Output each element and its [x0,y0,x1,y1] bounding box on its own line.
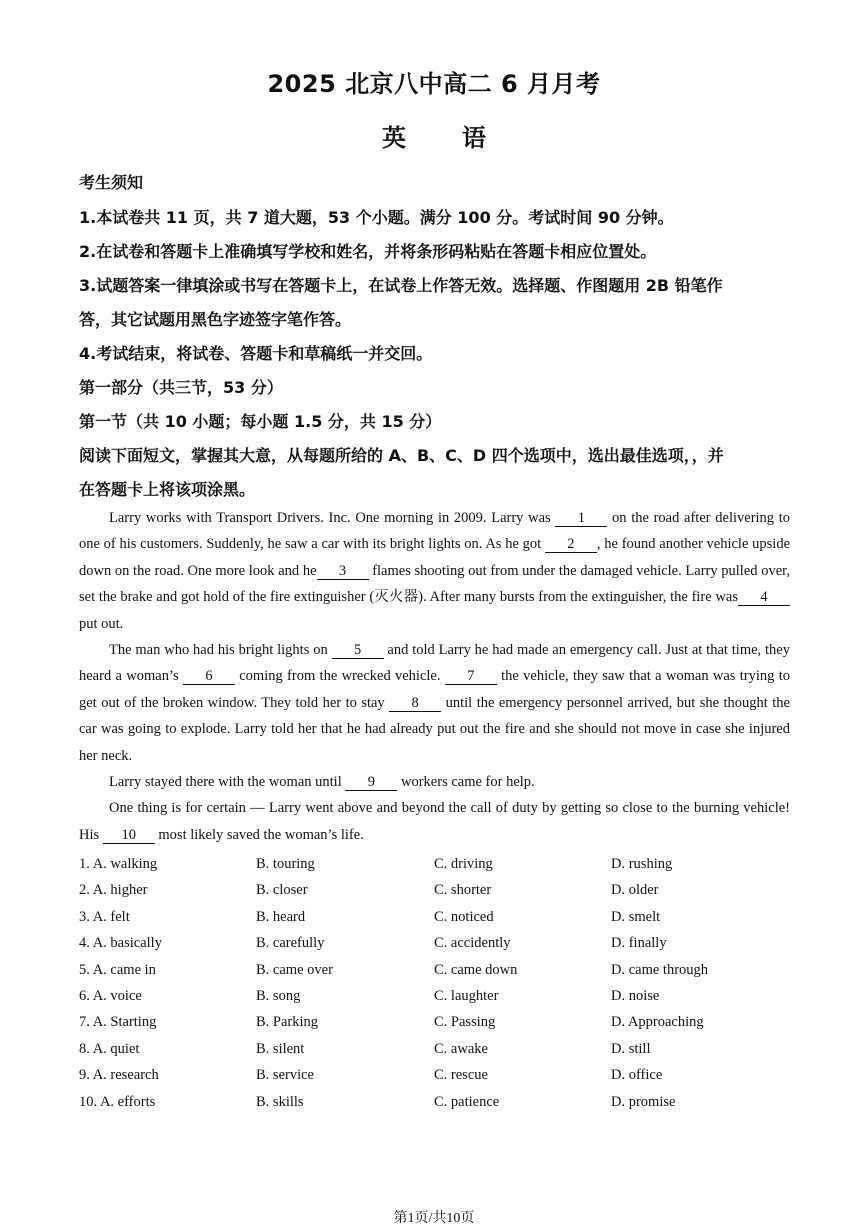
option-d: D. smelt [611,908,661,925]
option-row [79,1009,790,1035]
option-c: C. accidently [434,935,511,952]
option-d: D. office [611,1067,663,1084]
option-c: C. laughter [434,987,499,1004]
subject-char-2: 语 [462,124,486,152]
passage-text: One thing is for certain — Larry went above and beyond the call of duty by getting so close to the burning vehicle! His [79,800,790,843]
blank-5: 5 [332,642,384,659]
option-a: 4. A. basically [79,935,162,952]
option-a: 1. A. walking [79,856,158,872]
option-d: D. promise [611,1093,676,1110]
passage-text: the vehicle, they saw that a woman was trying to get out of the broken window. They told her to stay [79,668,790,711]
option-b: B. skills [256,1093,304,1110]
notice-item-2: 2.在试卷和答题卡上准确填写学校和姓名，并将条形码粘贴在答题卡相应位置处。 [79,242,657,261]
option-d: D. came through [611,961,709,978]
option-c: C. shorter [434,882,492,899]
option-row [79,930,790,956]
blank-2: 2 [545,536,597,553]
blank-9: 9 [345,774,397,791]
passage-text: The man who had his bright lights on [109,642,332,659]
notice-heading: 考生须知 [79,173,144,192]
option-b: B. closer [256,882,308,899]
blank-3: 3 [317,563,369,580]
option-d: D. noise [611,987,660,1004]
passage-text: on the road after delivering to one of his customers. Suddenly, he saw a car with its bright lights on. As he got [79,510,791,553]
option-row [79,957,790,983]
blank-7: 7 [445,668,497,685]
option-a: 6. A. voice [79,987,142,1004]
option-row [79,983,790,1009]
option-a: 8. A. quiet [79,1040,140,1057]
passage-text: put out. [79,615,124,632]
notice-item-1: 1.本试卷共 11 页，共 7 道大题，53 个小题。满分 100 分。考试时间 90 分钟。 [79,208,674,227]
passage-paragraph-3 [79,769,790,795]
blank-1: 1 [555,510,607,527]
option-b: B. touring [256,856,315,872]
option-b: B. Parking [256,1014,319,1031]
option-c: C. patience [434,1093,500,1110]
option-b: B. song [256,987,301,1004]
option-d: D. rushing [611,856,673,872]
option-c: C. driving [434,856,493,872]
passage-text: Larry stayed there with the woman until [109,774,346,791]
subject-title [0,118,868,153]
option-c: C. awake [434,1040,488,1057]
option-b: B. silent [256,1040,305,1057]
reading-passage [79,505,790,848]
blank-4: 4 [738,589,790,606]
blank-6: 6 [183,668,235,685]
passage-text: flames shooting out from under the damaged vehicle. Larry pulled over, set the brake and got hold of the fire extinguisher (灭火器). After many bursts from the extinguisher, the fire was [79,562,790,606]
answer-options [79,851,790,1115]
option-a: 10. A. efforts [79,1093,156,1110]
option-a: 7. A. Starting [79,1014,157,1031]
option-d: D. Approaching [611,1014,704,1031]
passage-paragraph-1 [79,505,790,637]
subject-char-1: 英 [382,124,406,152]
option-b: B. service [256,1067,314,1084]
section-heading: 第一节（共 10 小题；每小题 1.5 分，共 15 分） [79,412,442,431]
passage-text: , he found another vehicle upside down on the road. One more look and he [79,536,791,579]
option-b: B. carefully [256,935,325,952]
option-a: 5. A. came in [79,961,156,978]
passage-text: most likely saved the woman’s life. [154,826,364,843]
notice-item-4: 4.考试结束，将试卷、答题卡和草稿纸一并交回。 [79,344,433,363]
blank-10: 10 [103,827,155,844]
option-c: C. Passing [434,1014,496,1031]
instruction-line-1: 阅读下面短文，掌握其大意，从每题所给的 A、B、C、D 四个选项中，选出最佳选项，，并 [79,446,724,465]
option-a: 9. A. research [79,1067,159,1084]
option-b: B. came over [256,961,333,978]
blank-8: 8 [389,695,441,712]
passage-text: until the emergency personnel arrived, but she thought the car was going to explode. Larry told her that he had already put out the fire and she should not move in case she injured her neck. [79,694,790,764]
part-heading: 第一部分（共三节，53 分） [79,378,283,397]
option-row [79,1062,790,1088]
option-row [79,851,790,877]
option-c: C. noticed [434,908,494,925]
instruction-line-2: 在答题卡上将该项涂黑。 [79,480,256,499]
passage-text: Larry works with Transport Drivers. Inc. One morning in 2009. Larry was [109,510,556,526]
option-a: 3. A. felt [79,908,130,925]
passage-text: and told Larry he had made an emergency call. Just at that time, they heard a woman’s [79,642,790,685]
option-row [79,1089,790,1115]
option-d: D. still [611,1040,651,1057]
passage-paragraph-4 [79,795,790,848]
passage-text: coming from the wrecked vehicle. [234,668,445,685]
option-b: B. heard [256,908,306,925]
option-c: C. came down [434,961,518,978]
passage-text: workers came for help. [397,774,535,791]
option-row [79,877,790,903]
option-d: D. finally [611,935,667,952]
option-a: 2. A. higher [79,882,148,899]
option-row [79,904,790,930]
option-d: D. older [611,882,659,899]
notice-item-3-cont: 答，其它试题用黑色字迹签字笔作答。 [79,310,352,329]
exam-title: 2025 北京八中高二 6 月月考 [267,70,601,98]
page-number: 第1页/共10页 [393,1211,475,1226]
option-c: C. rescue [434,1067,488,1084]
option-row [79,1036,790,1062]
passage-paragraph-2 [79,637,790,769]
notice-item-3: 3.试题答案一律填涂或书写在答题卡上，在试卷上作答无效。选择题、作图题用 2B 铅笔作 [79,276,723,295]
